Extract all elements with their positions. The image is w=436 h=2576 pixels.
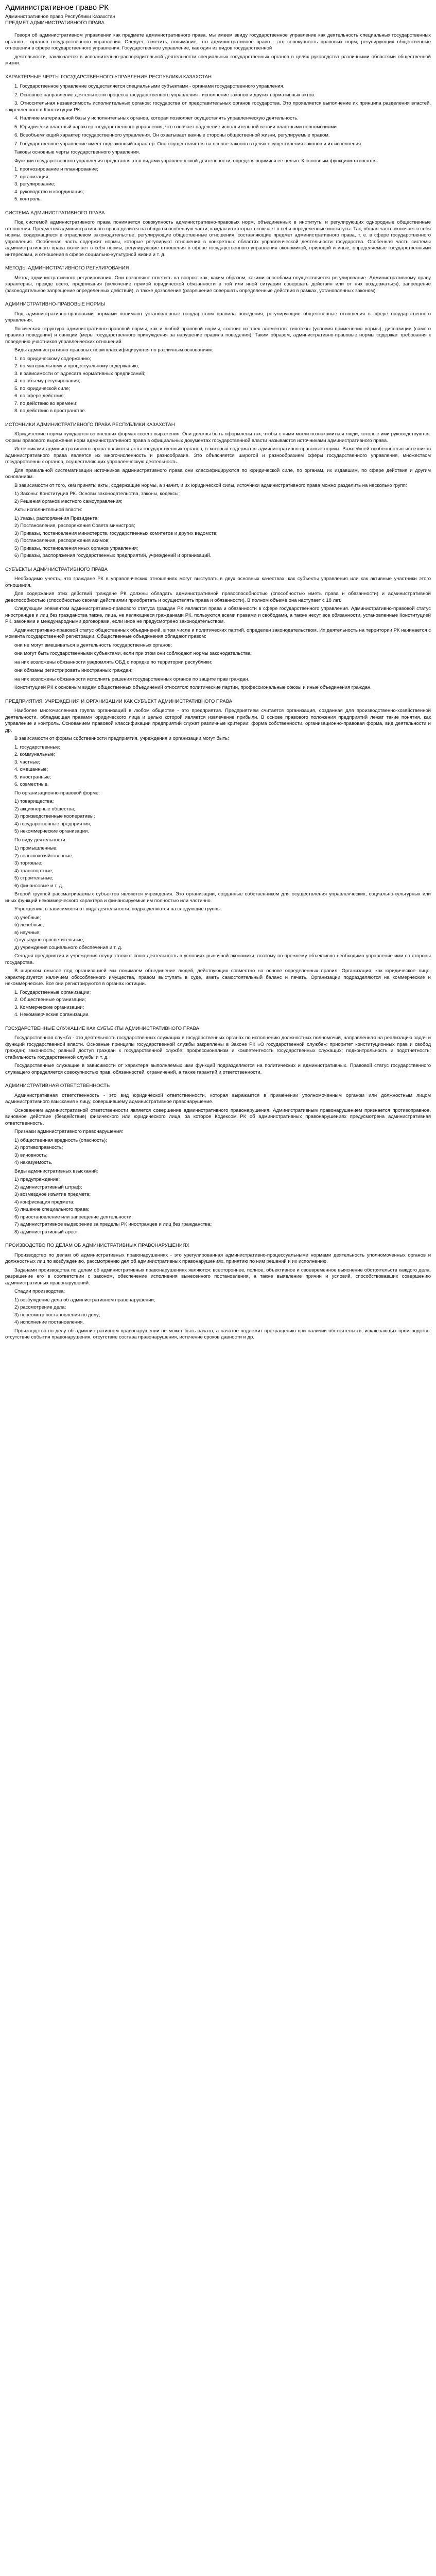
paragraph: Логическая структура административно-правовой нормы, как и любой правовой нормы, состоит из трех элементов: гипотезы (условия применения нормы), диспозиции (самого правила поведения) и санкции (меры государственного принуждения за нарушение правила поведения). Таким образом, административно-правовые нормы содержат требования к поведению участников управленческих отношений.	[5, 326, 431, 345]
list-item: 3. частные;	[14, 759, 40, 765]
paragraph: на них возложены обязанности исполнять решения государственных органов по защите прав граждан.	[14, 676, 250, 682]
paragraph: Функции государственного управления представляются видами управленческой деятельности, определяющимися ее целью. К основным функциям относятся:	[14, 158, 378, 164]
section	[5, 265, 431, 294]
list-item: 4) наказуемость.	[14, 1160, 53, 1165]
list-item: 5) лишение специального права;	[14, 1207, 90, 1212]
list-item: 1) Законы: Конституция РК. Основы законодательства, законы, кодексы;	[14, 491, 180, 497]
paragraph: Государственная служба - это деятельность государственных служащих в государственных органах по исполнению должностных полномочий, направленная на реализацию задач и функций государственной власти. Основные принципы государственной службы закреплены в Законе РК «О государственной службе»: приоритет конституционных прав и свобод граждан; законность; равный доступ граждан к государственной службе; профессионализм и компетентность государственных служащих; подконтрольность и подотчетность; стабильность государственной службы и т. д.	[5, 1035, 431, 1060]
document-body	[5, 32, 431, 1341]
paragraph: на них возложены обязанности уведомлять ОБД о порядке по территории республики;	[14, 659, 213, 665]
list-item: 4) государственные предприятия;	[14, 821, 91, 827]
section	[5, 1243, 431, 1326]
document-subtitle-1: Административное право Республики Казахстан	[5, 14, 115, 20]
list-item: 2. организация;	[14, 174, 50, 180]
list-item: 3) производственные кооперативы;	[14, 814, 95, 819]
paragraph: Для правильной систематизации источников административного права они классифицируются по юридической силе, по органам, их издавшим, по сфере действия и другим основаниям.	[5, 467, 431, 480]
section	[5, 422, 431, 505]
paragraph: 1. Государственное управление осуществляется специальными субъектами - органами государственного управления.	[14, 83, 285, 89]
list-item: 2) Решения органов местного самоуправления;	[14, 498, 123, 504]
paragraph: Конституцией РК к основным видам общественных объединений относятся: политические партии, профессиональные союзы и иные объединения граждан.	[14, 685, 372, 690]
list-item: 3) возмездное изъятие предмета;	[14, 1192, 91, 1197]
paragraph: они могут быть государственными субъектами, если при этом они соблюдают нормы законодательства;	[14, 651, 252, 656]
paragraph: Производство по делу об административном правонарушении не может быть начато, а начатое подлежит прекращению при наличии обстоятельств, исключающих производство: отсутствие события правонарушения, отсутствие состава правонарушения, истечение сроков давности и др.	[5, 1328, 431, 1340]
list-item: 3) торговые;	[14, 860, 43, 866]
list-item: 3) Приказы, постановления министерств, государственных комитетов и других ведомств;	[14, 530, 218, 536]
item-list	[5, 845, 431, 889]
item-list	[5, 915, 431, 952]
list-item: 3) виновность;	[14, 1152, 48, 1158]
item-list	[5, 166, 431, 203]
section	[5, 210, 431, 259]
list-item: 3) пересмотр постановления по делу;	[14, 1312, 100, 1318]
list-item: 2) административный штраф;	[14, 1184, 82, 1190]
list-item: 2) сельскохозяйственные;	[14, 853, 74, 859]
paragraph: Говоря об административном управлении как предмете административного права, мы имеем ввиду государственное управление как деятельность специальных государственных органов - органов государственного управления. Следует отметить, понимание, что административное право - это совокупность правовых норм, регулирующих общественные отношения в сфере государственного управления. Государственное управление, как один из видов государственной	[5, 32, 431, 51]
paragraph: Административная ответственность - это вид юридической ответственности, которая выражается в применении уполномоченным органом или должностным лицом административного взыскания к лицу, совершившему административное правонарушение.	[5, 1092, 431, 1105]
section-heading: СУБЪЕКТЫ АДМИНИСТРАТИВНОГО ПРАВА	[5, 566, 108, 572]
item-list	[5, 356, 431, 415]
list-item: 5) строительные;	[14, 875, 54, 881]
list-item: 4. руководство и координация;	[14, 189, 84, 195]
section	[5, 1026, 431, 1076]
list-item: а) учебные;	[14, 914, 41, 921]
list-item: 5. иностранные;	[14, 774, 51, 780]
paragraph: Необходимо учесть, что граждане РК в управленческих отношениях могут выступать в двух основных качествах: как субъекты управления или как активные участники этого отношения.	[5, 576, 431, 588]
list-item: 3. регулирование;	[14, 181, 56, 187]
item-list	[5, 491, 431, 505]
paragraph: Наиболее многочисленная группа организаций в любом обществе - это предприятия. Предприятием считается организация, созданная для производственно-хозяйственной деятельности, обладающая правами юридического лица и целью которой является извлечение прибыли. В основе правового положения предприятий лежат такие понятия, как управление и контроль. Основанием правовой классификации предприятий служат различные критерии: форма собственности, организационно-правовая форма, вид деятельности и др.	[5, 708, 431, 733]
paragraph: 3. Относительная независимость исполнительных органов: государства от представительных органов государства. Это проявляется выполнение их принципа разделения властей, закрепленного в Конституции РК.	[5, 100, 431, 113]
paragraph: Основанием административной ответственности является совершение административного правонарушения. Административным правонарушением признается противоправное, виновное действие (бездействие) физического или юридического лица, за которое Кодексом РК об административных правонарушениях предусмотрена административная ответственность.	[5, 1107, 431, 1126]
item-list	[5, 990, 431, 1019]
paragraph: В зависимости от того, кем приняты акты, содержащие нормы, а значит, и их юридической силы, источники административного права можно разделить на несколько групп:	[14, 482, 407, 488]
list-item: 5. по юридической силе;	[14, 385, 71, 392]
section	[5, 699, 431, 788]
paragraph: 6. Всеобъемлющий характер государственного управления. Он охватывает важные стороны общественной жизни, регулируемые правом.	[14, 132, 330, 138]
list-item: 4) конфискация предмета;	[14, 1199, 75, 1205]
list-item: 4. Некоммерческие организации.	[14, 1012, 90, 1018]
list-item: 4. смешанные;	[14, 767, 48, 772]
section-heading: МЕТОДЫ АДМИНИСТРАТИВНОГО РЕГУЛИРОВАНИЯ	[5, 265, 129, 271]
list-item: 2. Общественные организации;	[14, 997, 86, 1003]
section-heading: ИСТОЧНИКИ АДМИНИСТРАТИВНОГО ПРАВА РЕСПУБЛИКИ КАЗАХСТАН	[5, 421, 175, 428]
section	[5, 301, 431, 415]
list-item: 7) административное выдворение за пределы РК иностранцев и лиц без гражданства;	[14, 1222, 212, 1227]
list-item: 3. Коммерческие организации;	[14, 1004, 84, 1010]
section-heading: ГОСУДАРСТВЕННЫЕ СЛУЖАЩИЕ КАК СУБЪЕКТЫ АДМИНИСТРАТИВНОГО ПРАВА	[5, 1025, 199, 1031]
list-item: 1) общественная вредность (опасность);	[14, 1137, 107, 1143]
list-item: 4) исполнение постановления.	[14, 1319, 84, 1325]
list-item: 1) возбуждение дела об административном правонарушении;	[14, 1297, 155, 1303]
paragraph: 7. Государственное управление имеет подзаконный характер. Оно осуществляется на основе законов в целях осуществления законов и их исполнения.	[14, 141, 362, 147]
list-item: 4. по объему регулирования;	[14, 378, 80, 384]
paragraph: 4. Наличие материальной базы у исполнительных органов, которая позволяет осуществлять управленческую деятельность.	[14, 115, 299, 121]
section-heading: СИСТЕМА АДМИНИСТРАТИВНОГО ПРАВА	[5, 210, 105, 216]
paragraph: В зависимости от формы собственности предприятия, учреждения и организации могут быть:	[14, 736, 229, 741]
section	[5, 1168, 431, 1236]
list-item: 2) акционерные общества;	[14, 806, 76, 812]
section	[5, 507, 431, 560]
paragraph: Виды административных взысканий:	[14, 1168, 98, 1174]
paragraph: они не могут вмешиваться в деятельность государственных органов;	[14, 642, 172, 648]
item-list	[5, 516, 431, 560]
list-item: 8. по действию в пространстве.	[14, 408, 86, 414]
section	[5, 891, 431, 951]
list-item: 1) предупреждение;	[14, 1177, 60, 1182]
list-item: 1) товарищества;	[14, 799, 54, 804]
paragraph: Для содержания этих действий граждане РК должны обладать административной правоспособностью (способностью иметь права и обязанности) и административной дееспособностью (способностью своими действиями приобретать и осуществлять права и обязанности). В полном объеме она наступает с 18 лет.	[5, 591, 431, 603]
paragraph: Таковы основные черты государственного управления.	[14, 149, 141, 155]
paragraph: Под системой административного права понимается совокупность административно-правовых норм, объединенных в институты и регулирующих однородные общественные отношения. Предметом административного права делится на общую и особенную части, каждая из которых включает в себя определенные институты. Так, общая часть включает в себя нормы, содержащиеся в отраслевом законодательстве, регулирующие общественные отношения, составляющие предмет административного права, т. е. в сфере государственного управления. Особенная часть содержит нормы, которые регулируют отношения в конкретных областях управленческой деятельности государства. Особенная часть системы административного права включает в себя нормы, регулирующие отношения в сфере государственного управления экономикой, природой и иные, определяемые государственными интересами, и отношения в сфере социально-культурной жизни и т. д.	[5, 219, 431, 258]
paragraph: Задачами производства по делам об административных правонарушениях являются: всестороннее, полное, объективное и своевременное выяснение обстоятельств каждого дела, разрешение его в соответствии с законом, обеспечение исполнения вынесенного постановления, а также выявление причин и условий, способствовавших совершению административных правонарушений.	[5, 1267, 431, 1286]
document-title: Административное право РК	[5, 3, 109, 12]
paragraph: Признаки административного правонарушения:	[14, 1129, 124, 1134]
list-item: 2) рассмотрение дела;	[14, 1304, 66, 1310]
section	[5, 953, 431, 1019]
section	[5, 837, 431, 890]
list-item: б) лечебные;	[14, 922, 44, 928]
list-item: 1. Государственные организации;	[14, 989, 91, 995]
paragraph: 5. Юридически властный характер государственного управления, что означает наделение исполнительной ветвии властными полномочиями.	[14, 124, 338, 130]
list-item: в) научные;	[14, 929, 41, 936]
list-item: 4) Постановления, распоряжения акимов;	[14, 538, 110, 544]
list-item: 6. по сфере действия;	[14, 393, 65, 399]
list-item: 2. по материальному и процессуальному содержанию;	[14, 363, 139, 369]
paragraph: Юридические нормы нуждаются во внешних формах своего выражения. Они должны быть оформлены так, чтобы с ними могли познакомиться люди, которые ими руководствуются. Формы правового выражения норм административного права в официальных документах государственной власти называются источниками административного права.	[5, 431, 431, 444]
list-item: д) учреждения социального обеспечения и т. д.	[14, 944, 123, 951]
section-heading: АДМИНИСТРАТИВНО-ПРАВОВЫЕ НОРМЫ	[5, 301, 106, 307]
list-item: 5) Приказы, постановления иных органов управления;	[14, 545, 138, 551]
list-item: 6) приостановление или запрещение деятельности;	[14, 1214, 133, 1220]
section	[5, 1083, 431, 1166]
list-item: 2) противоправность;	[14, 1145, 63, 1150]
list-item: 6. совместные.	[14, 782, 49, 787]
list-item: 1. государственные;	[14, 744, 60, 750]
list-item: 7. по действию во времени;	[14, 400, 78, 406]
paragraph: Источниками административного права являются акты государственных органов, в которых содержатся административно-правовые нормы. Важнейшей особенностью источников административного права является их многочисленность и разнообразие. Это объясняется широтой и разнообразием сферы государственного управления, множеством государственных органов, осуществляющих управленческую деятельность.	[5, 446, 431, 465]
paragraph: Второй группой рассматриваемых субъектов являются учреждения. Это организации, созданные собственником для осуществления управленческих, социально-культурных или иных функций некоммерческого характера и финансируемые им полностью или частично.	[5, 891, 431, 904]
paragraph: Акты исполнительной власти:	[14, 507, 82, 513]
document-subtitle-2: ПРЕДМЕТ АДМИНИСТРАТИВНОГО ПРАВА	[5, 20, 104, 26]
paragraph: деятельности, заключается в исполнительно-распорядительной деятельности специальных государственных органов в целях руководства различными областями общественной жизни.	[5, 54, 431, 66]
item-list	[5, 1297, 431, 1326]
section-heading: ПРОИЗВОДСТВО ПО ДЕЛАМ ОБ АДМИНИСТРАТИВНЫХ ПРАВОНАРУШЕНИЯХ	[5, 1243, 189, 1248]
paragraph: Сегодня предприятия и учреждения осуществляют свою деятельность в условиях рыночной экономики, поэтому по-прежнему объективно необходимо управление ими со стороны государства.	[5, 953, 431, 965]
list-item: 5) некоммерческие организации.	[14, 828, 89, 834]
list-item: 1) Указы, распоряжения Президента;	[14, 515, 99, 521]
paragraph: Учреждения, в зависимости от вида деятельности, подразделяются на следующие группы:	[14, 906, 222, 912]
section	[5, 567, 431, 691]
list-item: 3. в зависимости от адресата нормативных предписаний;	[14, 370, 146, 377]
list-item: 4) транспортные;	[14, 868, 54, 874]
list-item: 8) административный арест.	[14, 1229, 79, 1235]
paragraph: Административно-правовой статус общественных объединений, в том числе и политических партий, определен законодательством. Их деятельность на территории РК начинается с момента государственной регистрации. Общественные объединения обладают правом:	[5, 627, 431, 639]
list-item: 1. по юридическому содержанию;	[14, 355, 91, 362]
section	[5, 74, 431, 203]
list-item: 6) Приказы, распоряжения государственных предприятий, учреждений и организаций.	[14, 553, 212, 558]
section-heading: АДМИНИСТРАТИВНАЯ ОТВЕТСТВЕННОСТЬ	[5, 1083, 110, 1089]
list-item: 2) Постановления, распоряжения Совета министров;	[14, 523, 135, 529]
list-item: г) культурно-просветительные;	[14, 937, 84, 943]
paragraph: Государственные служащие в зависимости от характера выполняемых ими функций подразделяются на политических и административных. Правовой статус государственного служащего определяется совокупностью прав, обязанностей, ограничений, а также гарантий и ответственности.	[5, 1063, 431, 1075]
paragraph: 2. Основное направление деятельности процесса государственного управления - исполнение законов и других нормативных актов.	[14, 92, 316, 98]
item-list	[5, 799, 431, 835]
paragraph: По виду деятельности:	[14, 837, 67, 843]
list-item: 1. прогнозирование и планирование;	[14, 166, 98, 172]
paragraph: Производство по делам об административных правонарушениях - это урегулированная административно-процессуальными нормами деятельность уполномоченных органов и должностных лиц по возбуждению, рассмотрению дел об административных правонарушениях, принятию по ним решений и их исполнению.	[5, 1252, 431, 1264]
paragraph: Метод административного регулирования. Они позволяют ответить на вопрос: как, каким образом, какими способами осуществляется регулирование. Административному праву характерны, прежде всего, предписания (включение прямой юридической обязанности в той или иной ситуации совершать действия или от них воздержаться), запрещение (законодательное запрещение определенных действий), а также дозволение (разрешение совершать определенные действия в рамках, установленных законом).	[5, 275, 431, 294]
list-item: 6) финансовые и т. д.	[14, 883, 63, 889]
list-item: 2. коммунальные;	[14, 752, 56, 757]
paragraph: они обязаны регистрировать иностранных граждан;	[14, 668, 133, 673]
paragraph: Следующим элементом административно-правового статуса граждан РК являются права и обязанности в сфере государственного управления. Административно-правовой статус иностранцев и лиц без гражданства также, лица, не являющиеся гражданами РК, пользуются всеми правами и свободами, а также несут все обязанности, установленные Конституцией РК, законами и международными договорами, если иное не предусмотрено законодательством.	[5, 606, 431, 624]
section	[5, 1328, 431, 1341]
section-heading: ХАРАКТЕРНЫЕ ЧЕРТЫ ГОСУДАРСТВЕННОГО УПРАВЛЕНИЯ РЕСПУБЛИКИ КАЗАХСТАН	[5, 74, 212, 80]
section-heading: ПРЕДПРИЯТИЯ, УЧРЕЖДЕНИЯ И ОРГАНИЗАЦИИ КАК СУБЪЕКТ АДМИНИСТРАТИВНОГО ПРАВА	[5, 698, 233, 704]
list-item: 5. контроль.	[14, 196, 42, 202]
item-list	[5, 744, 431, 788]
paragraph: В широком смысле под организацией мы понимаем объединение людей, действующих совместно на основе определенных правил. Организация, как юридическое лицо, характеризуется наличием обособленного имущества, правом выступать в суде, иметь самостоятельный баланс и печать. Организации подразделяются на коммерческие и некоммерческие. Все они регистрируются в органах юстиции.	[5, 968, 431, 987]
section	[5, 790, 431, 835]
paragraph: Под административно-правовыми нормами понимают установленные государством правила поведения, регулирующие общественные отношения в сфере государственного управления.	[5, 311, 431, 323]
list-item: 1) промышленные;	[14, 845, 58, 851]
item-list	[5, 1138, 431, 1166]
item-list	[5, 1177, 431, 1235]
paragraph: Виды административно-правовых норм классифицируются по различным основаниям:	[14, 347, 213, 353]
section	[5, 32, 431, 67]
paragraph: По организационно-правовой форме:	[14, 790, 100, 796]
paragraph: Стадии производства:	[14, 1289, 65, 1294]
